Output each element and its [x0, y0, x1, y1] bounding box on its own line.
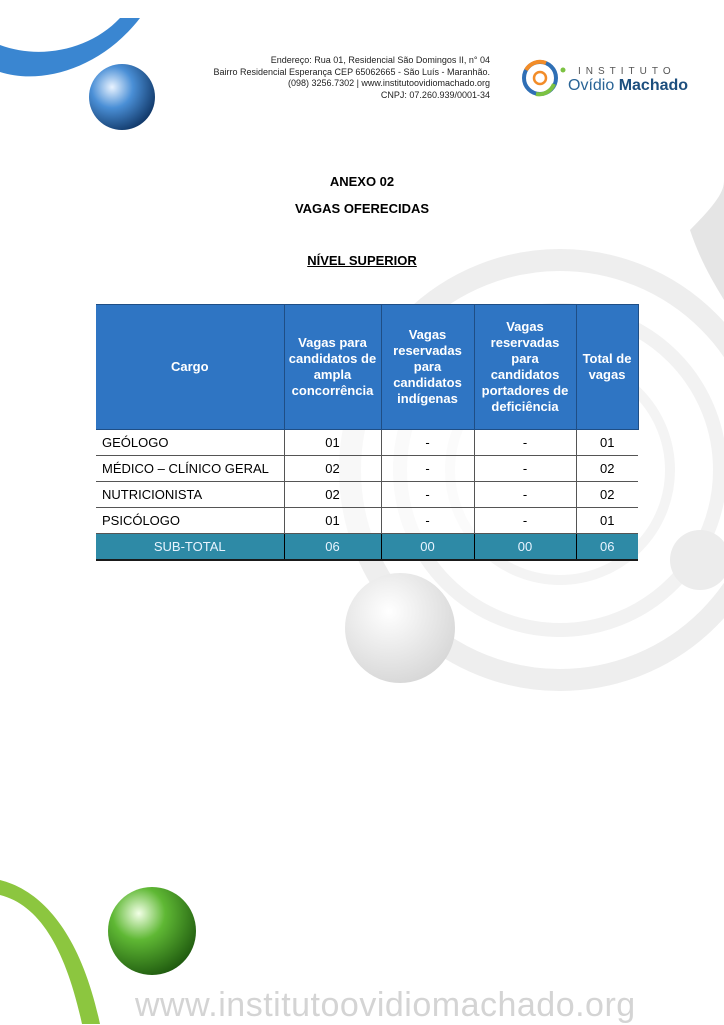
subtotal-ampla: 06	[284, 534, 381, 561]
cell-ampla: 01	[284, 430, 381, 456]
header-ampla: Vagas para candidatos de ampla concorrência	[284, 305, 381, 430]
subtotal-row	[96, 534, 638, 561]
cell-deficiencia: -	[474, 456, 576, 482]
logo-top-text: INSTITUTO	[578, 66, 676, 77]
cell-deficiencia: -	[474, 430, 576, 456]
cell-total: 01	[576, 430, 638, 456]
bottom-left-swoosh	[0, 880, 100, 1024]
cell-deficiencia: -	[474, 482, 576, 508]
header-deficiencia: Vagas reservadas para candidatos portadores de deficiência	[474, 305, 576, 430]
subtotal-total: 06	[576, 534, 638, 561]
table-row	[96, 482, 638, 508]
logo-name-plain: Ovídio	[568, 77, 619, 94]
cell-indigenas: -	[381, 482, 474, 508]
cell-total: 01	[576, 508, 638, 534]
cell-cargo: NUTRICIONISTA	[96, 482, 284, 508]
cell-ampla: 01	[284, 508, 381, 534]
logo-name	[568, 77, 688, 95]
blue-sphere	[89, 64, 155, 130]
address-line: (098) 3256.7302 | www.institutoovidiomachado.org	[288, 78, 490, 88]
address-line: Endereço: Rua 01, Residencial São Domingos II, n° 04	[270, 55, 490, 65]
subtotal-deficiencia: 00	[474, 534, 576, 561]
cell-deficiencia: -	[474, 508, 576, 534]
cell-cargo: MÉDICO – CLÍNICO GERAL	[96, 456, 284, 482]
logo-emblem-icon	[516, 56, 566, 100]
cell-total: 02	[576, 456, 638, 482]
table-row	[96, 456, 638, 482]
cell-total: 02	[576, 482, 638, 508]
table-header-row	[96, 305, 638, 430]
subtotal-label: SUB-TOTAL	[96, 534, 284, 561]
address-line: Bairro Residencial Esperança CEP 65062665 - São Luís - Maranhão.	[213, 66, 490, 77]
cell-ampla: 02	[284, 482, 381, 508]
cell-ampla: 02	[284, 456, 381, 482]
header-indigenas: Vagas reservadas para candidatos indígenas	[381, 305, 474, 430]
cell-indigenas: -	[381, 456, 474, 482]
annex-title: ANEXO 02	[329, 174, 395, 189]
green-sphere	[108, 887, 196, 975]
vagas-table	[96, 304, 639, 561]
footer-website: www.institutoovidiomachado.org	[135, 986, 636, 1024]
grey-sphere	[345, 573, 455, 683]
level-title: NÍVEL SUPERIOR	[307, 253, 417, 268]
address-line: CNPJ: 07.260.939/0001-34	[380, 89, 490, 100]
annex-subtitle: VAGAS OFERECIDAS	[294, 201, 430, 216]
header-total: Total de vagas	[576, 305, 638, 430]
cell-cargo: PSICÓLOGO	[96, 508, 284, 534]
logo-name-bold: Machado	[618, 77, 689, 94]
cell-indigenas: -	[381, 508, 474, 534]
header-cargo: Cargo	[96, 305, 284, 430]
header-address	[190, 55, 490, 101]
subtotal-indigenas: 00	[381, 534, 474, 561]
table-row	[96, 430, 638, 456]
instituto-logo	[516, 56, 696, 100]
cell-indigenas: -	[381, 430, 474, 456]
cell-cargo: GEÓLOGO	[96, 430, 284, 456]
table-row	[96, 508, 638, 534]
